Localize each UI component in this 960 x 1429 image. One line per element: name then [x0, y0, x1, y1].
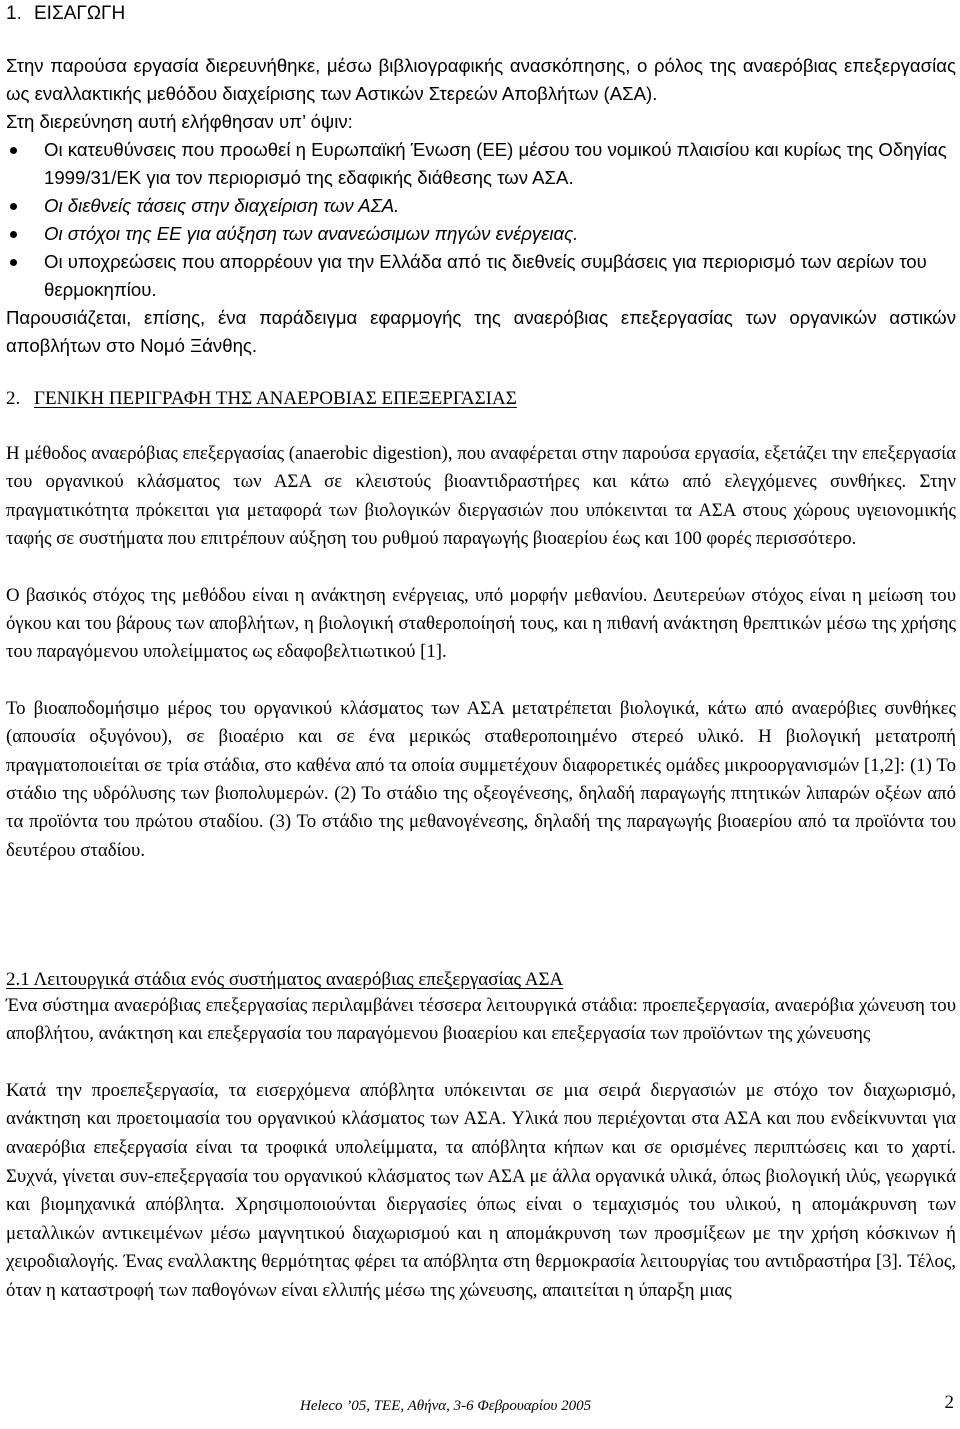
body-paragraph: Κατά την προεπεξεργασία, τα εισερχόμενα απόβλητα υπόκεινται σε μια σειρά διεργασιών με στόχο τον διαχωρισμό, ανάκτηση και προετοιμασία του οργανικού κλάσματος των ΑΣΑ. Υλικά που περιέχονται στα ΑΣΑ και που ενδείκνυνται για αναερόβια επεξεργασία είναι τα τροφικά υπολείμματα, τα απόβλητα κήπων και σε ορισμένες περιπτώσεις και το χαρτί. Συχνά, γίνεται συν-επεξεργασία του οργανικού κλάσματος των ΑΣΑ με άλλα οργανικά υλικά, όπως βιολογική ιλύς, γεωργικά και βιομηχανικά απόβλητα. Χρησιμοποιούνται διεργασίες όπως είναι ο τεμαχισμός του υλικού, η απομάκρυνση των μεταλλικών αντικειμένων μέσω μαγνητικού διαχωρισμού και η απομάκρυνση των προσμίξεων με την χρήση κόσκινων ή χειροδιαλογής. Ένας εναλλακτης θερμότητας φέρει τα απόβλητα στη θερμοκρασία λειτουργίας του αντιδραστήρα [3]. Τέλος, όταν η καταστροφή των παθογόνων είναι ελλιπής μέσω της χώνευσης, απαιτείται η ύπαρξη μιας [6, 1079, 956, 1301]
considerations-list [6, 136, 956, 304]
list-item [6, 136, 956, 192]
section-1-heading [6, 2, 125, 26]
page-footer [0, 1392, 960, 1422]
section-1-number: 1. [6, 3, 22, 24]
body-paragraph: Η μέθοδος αναερόβιας επεξεργασίας (anaerobic digestion), που αναφέρεται στην παρούσα εργασία, εξετάζει την επεξεργασία του οργανικού κλάσματος των ΑΣΑ σε κλειστούς βιοαντιδραστήρες και κάτω από ελεγχόμενες συνθήκες. Στην πραγματικότητα πρόκειται για μεταφορά των βιολογικών διεργασιών που υπόκεινται τα ΑΣΑ στους χώρους υγειονομικής ταφής σε συστήματα που επιτρέπουν αύξηση του ρυθμού παραγωγής βιοαερίου έως και 100 φορές περισσότερο. [6, 443, 956, 550]
body-paragraph: Ο βασικός στόχος της μεθόδου είναι η ανάκτηση ενέργειας, υπό μορφήν μεθανίου. Δευτερεύων στόχος είναι η μείωση του όγκου και του βάρους των αποβλήτων, η βιολογική σταθεροποίησή τους, και η πιθανή ανάκτηση θρεπτικών μέσω της χρήσης του παραγόμενου υπολείμματος ως εδαφοβελτιωτικού [1]. [6, 584, 956, 663]
closing-paragraph: Παρουσιάζεται, επίσης, ένα παράδειγμα εφαρμογής της αναερόβιας επεξεργασίας των οργανικών αστικών αποβλήτων στο Νομό Ξάνθης. [6, 307, 956, 356]
section-1-title: ΕΙΣΑΓΩΓΗ [34, 3, 126, 24]
section-2-body [6, 440, 956, 865]
list-item-text: Οι στόχοι της ΕΕ για αύξηση των ανανεώσιμων πηγών ενέργειας. [44, 223, 579, 244]
list-item [6, 220, 956, 248]
list-item-text: Οι διεθνείς τάσεις στην διαχείριση των ΑΣΑ. [44, 195, 400, 216]
section-2-number: 2. [6, 388, 21, 409]
bullet-icon [10, 259, 17, 266]
subsection-2-1-heading: 2.1 Λειτουργικά στάδια ενός συστήματος αναερόβιας επεξεργασίας ΑΣΑ [6, 969, 564, 990]
list-item [6, 192, 956, 220]
section-1-body [6, 52, 956, 360]
subsection-2-1-body [6, 992, 956, 1334]
page-number: 2 [944, 1392, 954, 1413]
intro-paragraph: Στην παρούσα εργασία διερευνήθηκε, μέσω βιβλιογραφικής ανασκόπησης, ο ρόλος της αναερόβιας επεξεργασίας ως εναλλακτικής μεθόδου διαχείρισης των Αστικών Στερεών Αποβλήτων (ΑΣΑ). [6, 55, 956, 104]
section-2-heading [6, 386, 517, 412]
list-item [6, 248, 956, 304]
bullet-icon [10, 147, 17, 154]
body-paragraph: Το βιοαποδομήσιμο μέρος του οργανικού κλάσματος των ΑΣΑ μετατρέπεται βιολογικά, κάτω από αναερόβιες συνθήκες (απουσία οξυγόνου), σε βιοαέριο και σε ένα μερικώς σταθεροποιημένο στερεό υλικό. Η βιολογική μετατροπή πραγματοποιείται σε τρία στάδια, στο καθένα από τα οποία συμμετέχουν διαφορετικές ομάδες μικροοργανισμών [1,2]: (1) Το στάδιο της υδρόλυσης των βιοπολυμερών. (2) Το στάδιο της οξεογένεσης, δηλαδή παραγωγής πτητικών λιπαρών οξέων από τα προϊόντα του πρώτου σταδίου. (3) Το στάδιο της μεθανογένεσης, δηλαδή της παραγωγής βιοαερίου από τα προϊόντα του δευτέρου σταδίου. [6, 697, 956, 861]
footer-conference: Heleco ’05, ΤΕΕ, Αθήνα, 3-6 Φεβρουαρίου 2005 [300, 1398, 592, 1414]
body-paragraph: Ένα σύστημα αναερόβιας επεξεργασίας περιλαμβάνει τέσσερα λειτουργικά στάδια: προεπεξεργασία, αναερόβια χώνευση του αποβλήτου, ανάκτηση και επεξεργασία του παραγόμενου βιοαερίου και επεξεργασία των προϊόντων της χώνευσης [6, 995, 956, 1045]
section-2-title: ΓΕΝΙΚΗ ΠΕΡΙΓΡΑΦΗ ΤΗΣ ΑΝΑΕΡΟΒΙΑΣ ΕΠΕΞΕΡΓΑΣΙΑΣ [34, 388, 517, 409]
list-item-text: Οι υποχρεώσεις που απορρέουν για την Ελλάδα από τις διεθνείς συμβάσεις για περιορισμό των αερίων του θερμοκηπίου. [44, 251, 927, 300]
intro-lead-in: Στη διερεύνηση αυτή ελήφθησαν υπ’ όψιν: [6, 111, 353, 132]
bullet-icon [10, 231, 17, 238]
list-item-text: Οι κατευθύνσεις που προωθεί η Ευρωπαϊκή Ένωση (ΕΕ) μέσου του νομικού πλαισίου και κυρίως της Οδηγίας 1999/31/ΕΚ για τον περιορισμό της εδαφικής διάθεσης των ΑΣΑ. [44, 139, 947, 188]
bullet-icon [10, 203, 17, 210]
